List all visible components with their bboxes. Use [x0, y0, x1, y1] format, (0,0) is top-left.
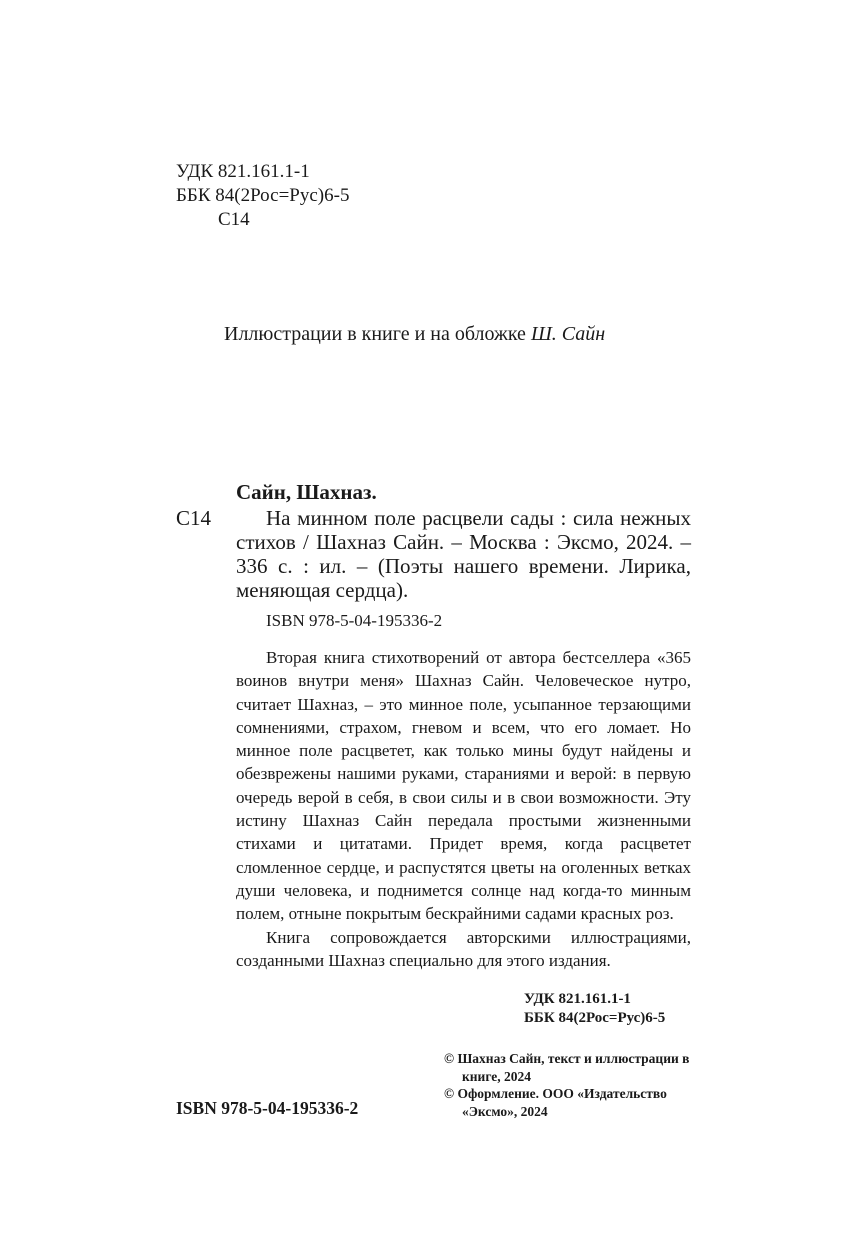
author-sign: С14 [218, 209, 250, 230]
entry-description [236, 506, 691, 602]
bbk-code-bold: ББК 84(2Рос=Рус)6-5 [524, 1010, 666, 1026]
illustrations-credit-text: Иллюстрации в книге и на обложке [224, 323, 526, 345]
copyright-author: © Шахназ Сайн, текст и иллюстрации в книге, 2024 [444, 1051, 690, 1084]
annotation-paragraph: Книга сопровождается авторскими иллюстрациями, созданными Шахназ специально для этого издания. [236, 927, 691, 970]
classification-codes [176, 160, 349, 232]
bbk-code: ББК 84(2Рос=Рус)6-5 [176, 185, 350, 206]
illustrations-credit [224, 323, 605, 346]
udk-code: УДК 821.161.1-1 [176, 161, 310, 182]
udk-code-bold: УДК 821.161.1-1 [524, 991, 631, 1007]
annotation [236, 646, 691, 972]
copyright-block [444, 1050, 694, 1120]
entry-description-text: На минном поле расцвели сады : сила нежных стихов / Шахназ Сайн. – Москва : Эксмо, 2024. – 336 с. : ил. – (Поэты нашего времени. Лирика, меняющая сердца). [236, 506, 691, 602]
entry-author-mark: С14 [176, 506, 212, 530]
classification-block [524, 990, 665, 1028]
entry-isbn: ISBN 978-5-04-195336-2 [266, 611, 443, 630]
isbn-main: ISBN 978-5-04-195336-2 [176, 1098, 359, 1118]
annotation-paragraph: Вторая книга стихотворений от автора бестселлера «365 воинов внутри меня» Шахназ Сайн. Человеческое нутро, считает Шахназ, – это минное поле, усыпанное терзающими сомнениями, страхом, гневом и всем, что его ломает. Но минное поле расцветет, как только мины будут найдены и обезврежены нашими руками, стараниями и верой: в первую очередь верой в себя, в свои силы и в свои возможности. Эту истину Шахназ Сайн передала простыми жизненными стихами и цитатами. Придет время, когда расцветет сломленное сердце, и распустятся цветы на оголенных ветках души человека, и поднимется солнце над когда-то минным полем, отныне покрытым бескрайними садами красных роз. [236, 648, 691, 924]
copyright-design: © Оформление. ООО «Издательство «Эксмо», 2024 [444, 1086, 667, 1119]
entry-author: Сайн, Шахназ. [236, 480, 377, 504]
illustrations-artist: Ш. Сайн [530, 323, 606, 345]
